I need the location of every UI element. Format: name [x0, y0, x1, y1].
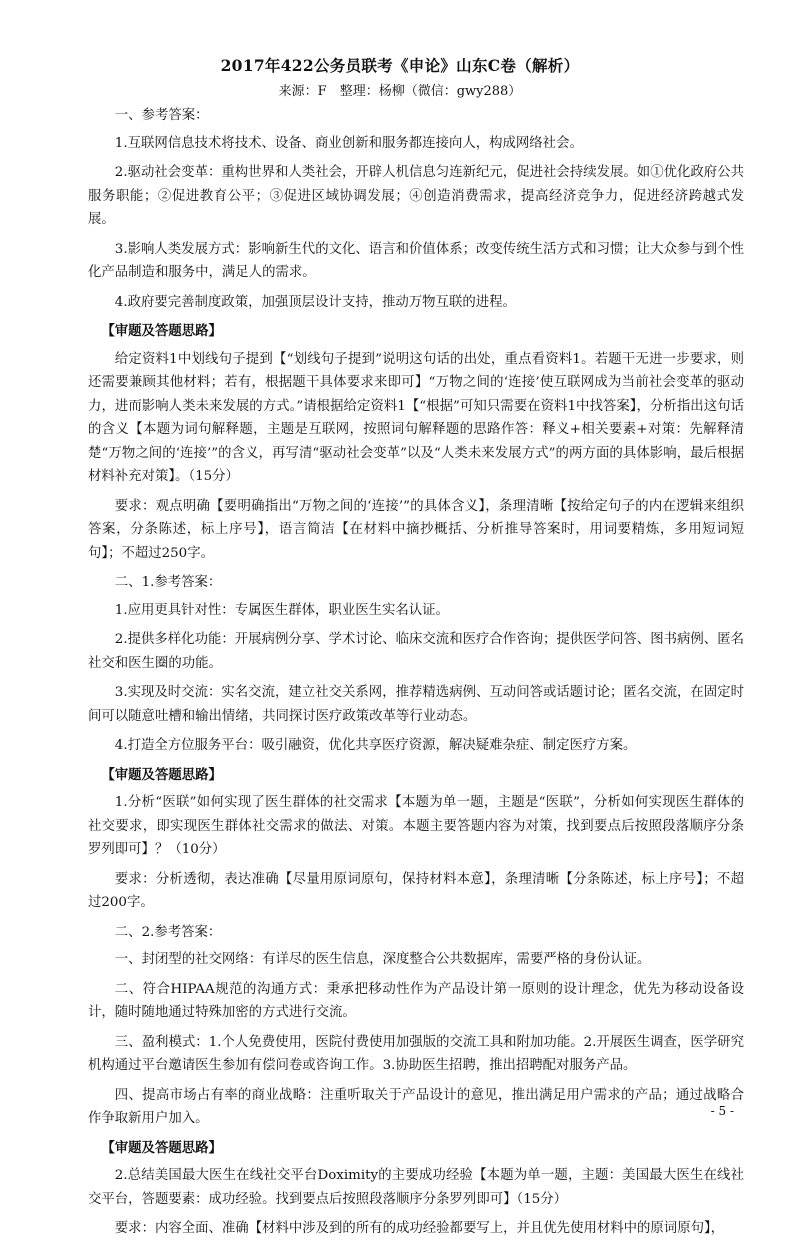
source-line: 来源：F 整理：杨柳（微信：gwy288） — [278, 84, 522, 99]
section-heading: 二、1.参考答案： — [114, 575, 222, 590]
section-heading: 一、参考答案： — [114, 108, 209, 123]
analysis-paragraph: 2.总结美国最大医生在线社交平台Doximity的主要成功经验【本题为单一题，主题：美国最大医生在线社交平台，答题要素：成功经验。找到要点后按照段落顺序分条罗列即可】（15分） — [88, 1168, 744, 1207]
answer-paragraph: 二、符合HIPAA规范的沟通方式：秉承把移动性作为产品设计第一原则的设计理念，优先为移动设备设计，随时随地通过特殊加密的方式进行交流。 — [88, 981, 744, 1020]
answer-paragraph: 四、提高市场占有率的商业战略：注重听取关于产品设计的意见，推出满足用户需求的产品；通过战略合作争取新用户加入。 — [88, 1087, 744, 1126]
requirement-paragraph: 要求：观点明确【要明确指出“万物之间的‘连接’”的具体含义】，条理清晰【按给定句子的内在逻辑来组织答案，分条陈述，标上序号】，语言简洁【在材料中摘抄概括、分析推导答案时，用词要精炼，多用短词短句】；不超过250字。 — [88, 498, 744, 561]
page-title: 2017年422公务员联考《申论》山东C卷（解析） — [220, 56, 580, 75]
analysis-heading: 【审题及答题思路】 — [101, 1139, 222, 1156]
answer-paragraph: 3.实现及时交流：实名交流，建立社交关系网，推荐精选病例、互动问答或话题讨论；匿名交流，在固定时间可以随意吐槽和输出情绪，共同探讨医疗政策改革等行业动态。 — [88, 685, 744, 724]
answer-paragraph: 3.影响人类发展方式：影响新生代的文化、语言和价值体系；改变传统生活方式和习惯；让大众参与到个性化产品制造和服务中，满足人的需求。 — [88, 241, 744, 280]
document-body — [88, 104, 744, 1247]
answer-paragraph: 4.打造全方位服务平台：吸引融资，优化共享医疗资源，解决疑难杂症、制定医疗方案。 — [114, 738, 637, 753]
answer-paragraph: 一、封闭型的社交网络：有详尽的医生信息，深度整合公共数据库，需要严格的身份认证。 — [114, 952, 651, 967]
answer-paragraph: 2.提供多样化功能：开展病例分享、学术讨论、临床交流和医疗合作咨询；提供医学问答、图书病例、匿名社交和医生圈的功能。 — [88, 632, 744, 671]
answer-paragraph: 三、盈利模式：1.个人免费使用，医院付费使用加强版的交流工具和附加功能。2.开展医生调查，医学研究机构通过平台邀请医生参加有偿问卷或咨询工作。3.协助医生招聘，推出招聘配对服务产品。 — [88, 1034, 744, 1073]
requirement-paragraph: 要求：内容全面、准确【材料中涉及到的所有的成功经验都要写上，并且优先使用材料中的原词原句】， — [114, 1221, 725, 1236]
analysis-paragraph: 给定资料1中划线句子提到【“划线句子提到”说明这句话的出处，重点看资料1。若题干无进一步要求，则还需要兼顾其他材料；若有，根据题干具体要求来即可】“万物之间的‘连接’使互联网成为当前社会变革的驱动力，进而影响人类未来发展的方式。”请根据给定资料1【“根据”可知只需要在资料1中找答案】，分析指出这句话的含义【本题为词句解释题，主题是互联网，按照词句解释题的思路作答：释义+相关要素+对策：先解释清楚“万物之间的‘连接’”的含义，再写清“驱动社会变革”以及“人类未来发展方式”的两方面的具体影响，最后根据材料补充对策】。（15分） — [88, 351, 744, 484]
answer-paragraph: 2.驱动社会变革：重构世界和人类社会，开辟人机信息匀连新纪元，促进社会持续发展。如①优化政府公共服务职能；②促进教育公平；③促进区域协调发展；④创造消费需求，提高经济竞争力，促进经济跨越式发展。 — [88, 165, 744, 227]
answer-paragraph: 1.互联网信息技术将技术、设备、商业创新和服务都连接向人，构成网络社会。 — [114, 135, 583, 151]
page-number: - 5 - — [710, 1104, 734, 1118]
answer-paragraph: 4.政府要完善制度政策，加强顶层设计支持，推动万物互联的进程。 — [114, 294, 516, 310]
section-heading: 二、2.参考答案： — [114, 924, 222, 940]
analysis-heading: 【审题及答题思路】 — [101, 766, 222, 783]
analysis-paragraph: 1.分析“医联”如何实现了医生群体的社交需求【本题为单一题，主题是“医联”，分析如何实现医生群体的社交要求，即实现医生群体社交需求的做法、对策。本题主要答题内容为对策，找到要点后按照段落顺序分条罗列即可】？（10分） — [88, 795, 744, 857]
answer-paragraph: 1.应用更具针对性：专属医生群体，职业医生实名认证。 — [114, 602, 449, 618]
requirement-paragraph: 要求：分析透彻，表达准确【尽量用原词原句，保持材料本意】，条理清晰【分条陈述，标上序号】；不超过200字。 — [88, 871, 744, 910]
analysis-heading: 【审题及答题思路】 — [101, 323, 222, 339]
